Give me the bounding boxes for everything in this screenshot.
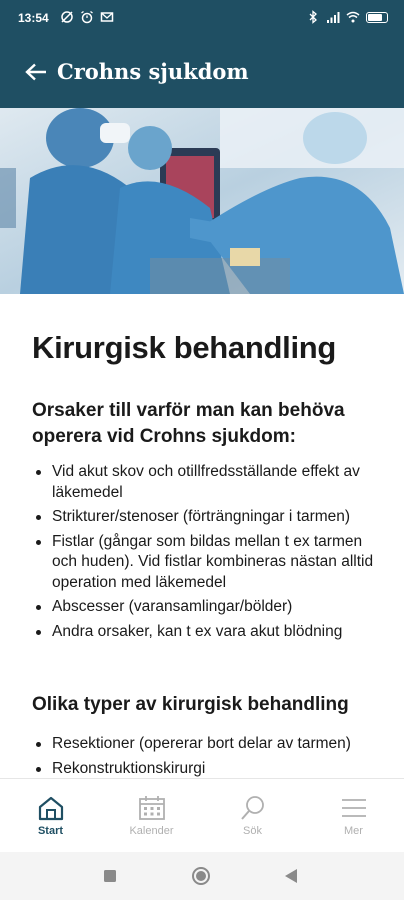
app-bar (0, 36, 404, 108)
system-navigation-bar (0, 852, 404, 900)
arrow-left-icon (25, 63, 47, 81)
nav-item-start[interactable] (0, 779, 101, 853)
sync-off-icon (60, 10, 74, 24)
nav-item-sok[interactable] (202, 779, 303, 853)
status-time: 13:54 (18, 11, 49, 25)
page-title: Kirurgisk behandling (32, 330, 337, 365)
nav-label-kalender: Kalender (129, 825, 174, 837)
search-icon (239, 795, 267, 821)
list-item: Vid akut skov och otillfredsställande effekt av läkemedel (32, 462, 377, 503)
hero-image (0, 108, 404, 294)
alarm-icon (80, 10, 94, 24)
section-heading-treatment-types: Olika typer av kirurgisk behandling (32, 694, 349, 715)
nav-label-mer: Mer (344, 825, 363, 837)
calendar-icon (138, 795, 166, 821)
mail-icon (100, 10, 114, 24)
signal-icon (326, 10, 340, 24)
nav-label-start: Start (37, 825, 64, 837)
nav-item-mer[interactable] (303, 779, 404, 853)
home-button-icon[interactable] (191, 866, 211, 886)
status-notification-icons (60, 10, 114, 24)
list-item: Resektioner (opererar bort delar av tarmen) (32, 734, 377, 755)
recents-icon[interactable] (103, 869, 117, 883)
nav-label-sok: Sök (243, 825, 262, 837)
surgery-illustration (0, 108, 404, 294)
nav-item-kalender[interactable] (101, 779, 202, 853)
menu-icon (340, 795, 368, 821)
status-bar (0, 0, 404, 36)
treatment-types-list (32, 734, 377, 783)
app-title: Crohns sjukdom (57, 59, 249, 84)
bottom-navigation (0, 778, 404, 853)
causes-list (32, 462, 377, 646)
wifi-icon (346, 10, 360, 24)
list-item: Abscesser (varansamlingar/bölder) (32, 597, 377, 618)
back-triangle-icon[interactable] (284, 868, 298, 884)
list-item: Rekonstruktionskirurgi (32, 759, 377, 780)
status-system-icons (306, 10, 388, 24)
list-item: Fistlar (gångar som bildas mellan t ex tarmen och huden). Vid fistlar kombineras nästan alltid operation med läkemedel (32, 532, 377, 594)
home-icon (37, 795, 65, 821)
section-heading-causes: Orsaker till varför man kan behöva operera vid Crohns sjukdom: (32, 400, 345, 447)
list-item: Andra orsaker, kan t ex vara akut blödning (32, 622, 377, 643)
back-button[interactable] (22, 58, 50, 86)
bluetooth-icon (306, 10, 320, 24)
battery-icon (366, 12, 388, 23)
list-item: Strikturer/stenoser (förträngningar i tarmen) (32, 507, 377, 528)
